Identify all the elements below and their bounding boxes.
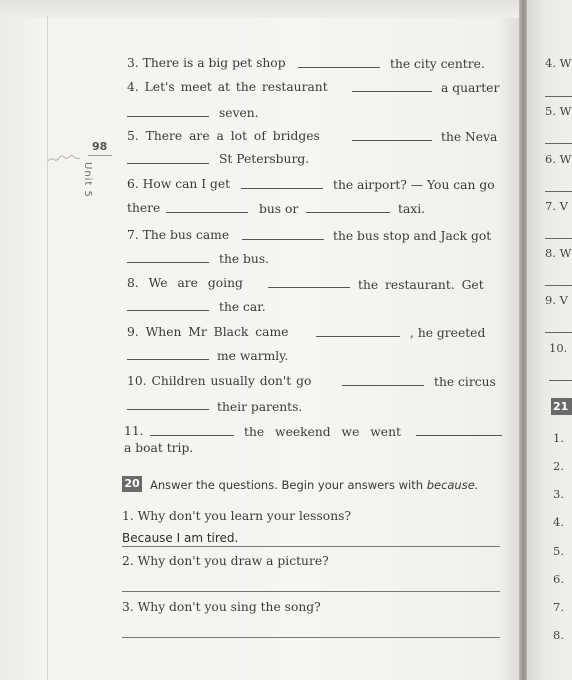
item-10-part-3: their parents.	[217, 400, 303, 414]
item-11-blank-2[interactable]	[416, 435, 502, 436]
item-4-part-1: 4. Let's meet at the restaurant	[127, 80, 328, 94]
item-10-blank-1[interactable]	[342, 385, 424, 386]
item-6-part-3: there	[127, 201, 161, 215]
item-9-blank-2[interactable]	[127, 359, 209, 360]
right-line	[545, 191, 572, 192]
unit-label: Unit 5	[82, 162, 93, 198]
item-4-blank-2[interactable]	[127, 116, 209, 117]
right-item-5: 5. W	[545, 104, 572, 118]
item-6-blank-1[interactable]	[241, 188, 323, 189]
item-4-part-3: seven.	[219, 106, 259, 120]
right-ex21-item-5: 5.	[553, 544, 564, 558]
right-item-8: 8. W	[545, 246, 572, 260]
item-9-part-2: , he greeted	[410, 326, 486, 340]
item-5-part-2: the Neva	[441, 130, 498, 144]
item-5-blank-2[interactable]	[127, 163, 209, 164]
item-8-part-1: 8. We are going	[127, 276, 243, 290]
right-item-6: 6. W	[545, 152, 572, 166]
item-6-part-1: 6. How can I get	[127, 177, 231, 191]
item-10-blank-2[interactable]	[127, 409, 209, 410]
item-7-part-2: the bus stop and Jack got	[333, 229, 492, 243]
right-line	[545, 238, 572, 239]
item-9-blank-1[interactable]	[316, 336, 400, 337]
item-4-part-2: a quarter	[441, 81, 500, 95]
item-4-blank-1[interactable]	[352, 91, 432, 92]
book-gutter	[519, 0, 527, 680]
pencil-scribble-icon	[47, 152, 81, 166]
right-ex21-item-6: 6.	[553, 572, 564, 586]
item-7-part-3: the bus.	[219, 252, 270, 266]
right-item-7: 7. V	[545, 199, 568, 213]
answer-1-line	[122, 546, 500, 547]
item-3-part-1: 3. There is a big pet shop	[127, 56, 286, 70]
right-ex21-item-2: 2.	[553, 459, 564, 473]
question-2: 2. Why don't you draw a picture?	[122, 554, 329, 568]
item-3-blank[interactable]	[298, 67, 380, 68]
item-5-blank-1[interactable]	[352, 140, 432, 141]
item-9-part-3: me warmly.	[217, 349, 289, 363]
right-item-4: 4. W	[545, 56, 572, 70]
item-11-part-1: 11.	[124, 424, 144, 438]
item-6-blank-3[interactable]	[306, 212, 390, 213]
item-7-blank-1[interactable]	[242, 239, 324, 240]
margin-line	[47, 16, 48, 680]
question-3: 3. Why don't you sing the song?	[122, 600, 321, 614]
item-5-part-1: 5. There are a lot of bridges	[127, 129, 320, 143]
item-9-part-1: 9. When Mr Black came	[127, 325, 289, 339]
answer-1[interactable]: Because I am tired.	[122, 531, 239, 545]
item-10-part-1: 10. Children usually don't go	[127, 374, 312, 388]
right-ex21-item-4: 4.	[553, 515, 564, 529]
exercise-20-instruction: Answer the questions. Begin your answers with because.	[150, 478, 479, 492]
right-item-9: 9. V	[545, 293, 568, 307]
item-8-part-3: the car.	[219, 300, 266, 314]
item-11-part-2: the weekend we went	[244, 425, 401, 439]
right-ex21-item-8: 8.	[553, 628, 564, 642]
right-line	[545, 143, 572, 144]
item-7-blank-2[interactable]	[127, 262, 209, 263]
item-5-part-3: St Petersburg.	[219, 152, 310, 166]
item-11-part-3: a boat trip.	[124, 441, 194, 455]
right-line	[545, 285, 572, 286]
right-line	[545, 332, 572, 333]
item-6-part-2: the airport? — You can go	[333, 178, 495, 192]
item-6-blank-2[interactable]	[166, 212, 248, 213]
item-8-part-2: the restaurant. Get	[358, 278, 484, 292]
exercise-20-number: 20	[122, 476, 142, 492]
item-8-blank-2[interactable]	[127, 310, 209, 311]
page-number-rule	[88, 155, 112, 156]
answer-3-line[interactable]	[122, 637, 500, 638]
question-1: 1. Why don't you learn your lessons?	[122, 509, 352, 523]
right-line	[545, 96, 572, 97]
right-item-10: 10.	[549, 341, 568, 355]
right-exercise-21-number: 21	[551, 398, 572, 415]
item-8-blank-1[interactable]	[268, 287, 350, 288]
right-ex21-item-1: 1.	[553, 431, 564, 445]
right-ex21-item-3: 3.	[553, 487, 564, 501]
answer-2-line[interactable]	[122, 591, 500, 592]
item-11-blank-1[interactable]	[150, 435, 234, 436]
top-shadow	[0, 0, 519, 18]
right-ex21-item-7: 7.	[553, 600, 564, 614]
item-10-part-2: the circus	[434, 375, 496, 389]
right-line	[549, 380, 572, 381]
item-6-part-5: taxi.	[398, 202, 426, 216]
item-6-part-4: bus or	[259, 202, 299, 216]
item-7-part-1: 7. The bus came	[127, 228, 230, 242]
item-3-part-2: the city centre.	[390, 57, 485, 71]
page-number: 98	[92, 140, 108, 153]
right-page	[527, 0, 572, 680]
